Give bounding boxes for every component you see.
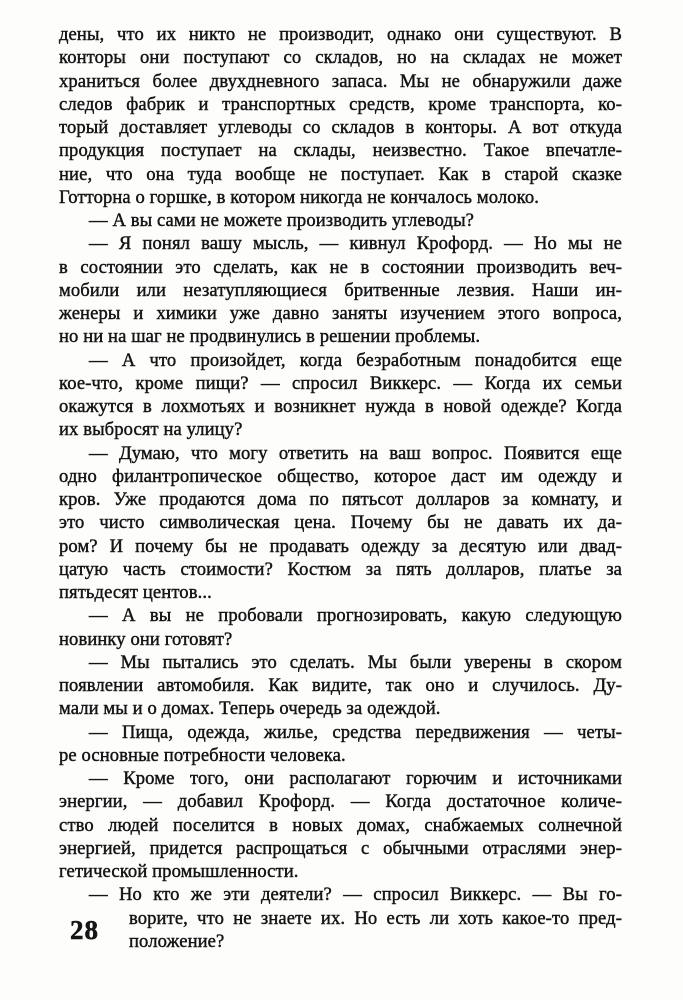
text-line: — Пища, одежда, жилье, средства передвижения — четы-: [89, 721, 622, 743]
text-line: — Мы пытались это сделать. Мы были уверены в скором: [89, 651, 622, 673]
text-line: конторы они поступают со складов, но на складах не может: [59, 47, 622, 69]
text-line: ство людей поселится в новых домах, снабжаемых солнечной: [59, 814, 622, 836]
text-line: новинку они готовят?: [59, 628, 233, 650]
text-line: следов фабрик и транспортных средств, кроме транспорта, ко-: [59, 93, 622, 115]
text-line: цатую часть стоимости? Костюм за пять долларов, платье за: [59, 558, 622, 580]
text-line: в состоянии это сделать, как не в состоянии производить веч-: [59, 256, 622, 278]
text-line: одно филантропическое общество, которое даст им одежду и: [59, 465, 622, 487]
text-line: пятьдесят центов...: [59, 582, 212, 603]
text-line: ре основные потребности человека.: [59, 744, 346, 766]
text-line: появлении автомобиля. Как видите, так оно и случилось. Ду-: [59, 675, 622, 696]
text-line: ние, что она туда вообще не поступает. Как в старой сказке: [59, 163, 622, 185]
text-line: кое-что, кроме пищи? — спросил Виккерс. — Когда их семьи: [59, 372, 622, 394]
text-line: торый доставляет углеводы со складов в конторы. А вот откуда: [59, 117, 622, 138]
text-line: — Кроме того, они располагают горючим и источниками: [89, 768, 622, 789]
text-line: — А что произойдет, когда безработным понадобится еще: [89, 349, 622, 371]
text-line: ворите, что не знаете их. Но есть ли хоть какое-то пред-: [129, 907, 622, 929]
text-line: окажутся в лохмотьях и возникнет нужда в новой одежде? Когда: [59, 396, 622, 417]
text-line: мали мы и о домах. Теперь очередь за одеждой.: [59, 698, 441, 720]
text-line: — Я понял вашу мысль, — кивнул Крофорд. — Но мы не: [89, 233, 622, 255]
text-line: ром? И почему бы не продавать одежду за десятую или двад-: [59, 535, 622, 557]
text-line: храниться более двухдневного запаса. Мы не обнаружили даже: [59, 70, 622, 92]
text-line: — А вы не пробовали прогнозировать, какую следующую: [89, 605, 622, 627]
text-line: но ни на шаг не продвинулись в решении проблемы.: [59, 326, 481, 348]
text-line: это чисто символическая цена. Почему бы не давать их да-: [59, 512, 622, 534]
text-line: — Думаю, что могу ответить на ваш вопрос. Появится еще: [89, 442, 622, 464]
text-line: их выбросят на улицу?: [59, 419, 243, 441]
text-line: мобили или незатупляющиеся бритвенные лезвия. Наши ин-: [59, 279, 622, 301]
text-line: женеры и химики уже давно заняты изучением этого вопроса,: [59, 303, 622, 324]
text-line: гетической промышленности.: [59, 861, 299, 882]
text-line: дены, что их никто не производит, однако они существуют. В: [59, 24, 622, 45]
text-line: — Но кто же эти деятели? — спросил Виккерс. — Вы го-: [89, 884, 622, 906]
text-line: — А вы сами не можете производить углеводы?: [89, 210, 475, 231]
text-line: положение?: [129, 930, 225, 952]
text-block: [59, 23, 622, 953]
text-line: продукция поступает на склады, неизвестно. Такое впечатле-: [59, 140, 622, 162]
text-line: кров. Уже продаются дома по пятьсот долларов за комнату, и: [59, 489, 622, 510]
text-line: энергией, придется распрощаться с обычными отраслями энер-: [59, 837, 622, 859]
text-line: Готторна о горшке, в котором никогда не кончалось молоко.: [59, 186, 540, 208]
page-number: 28: [70, 915, 99, 945]
text-line: энергии, — добавил Крофорд. — Когда достаточное количе-: [59, 791, 622, 813]
